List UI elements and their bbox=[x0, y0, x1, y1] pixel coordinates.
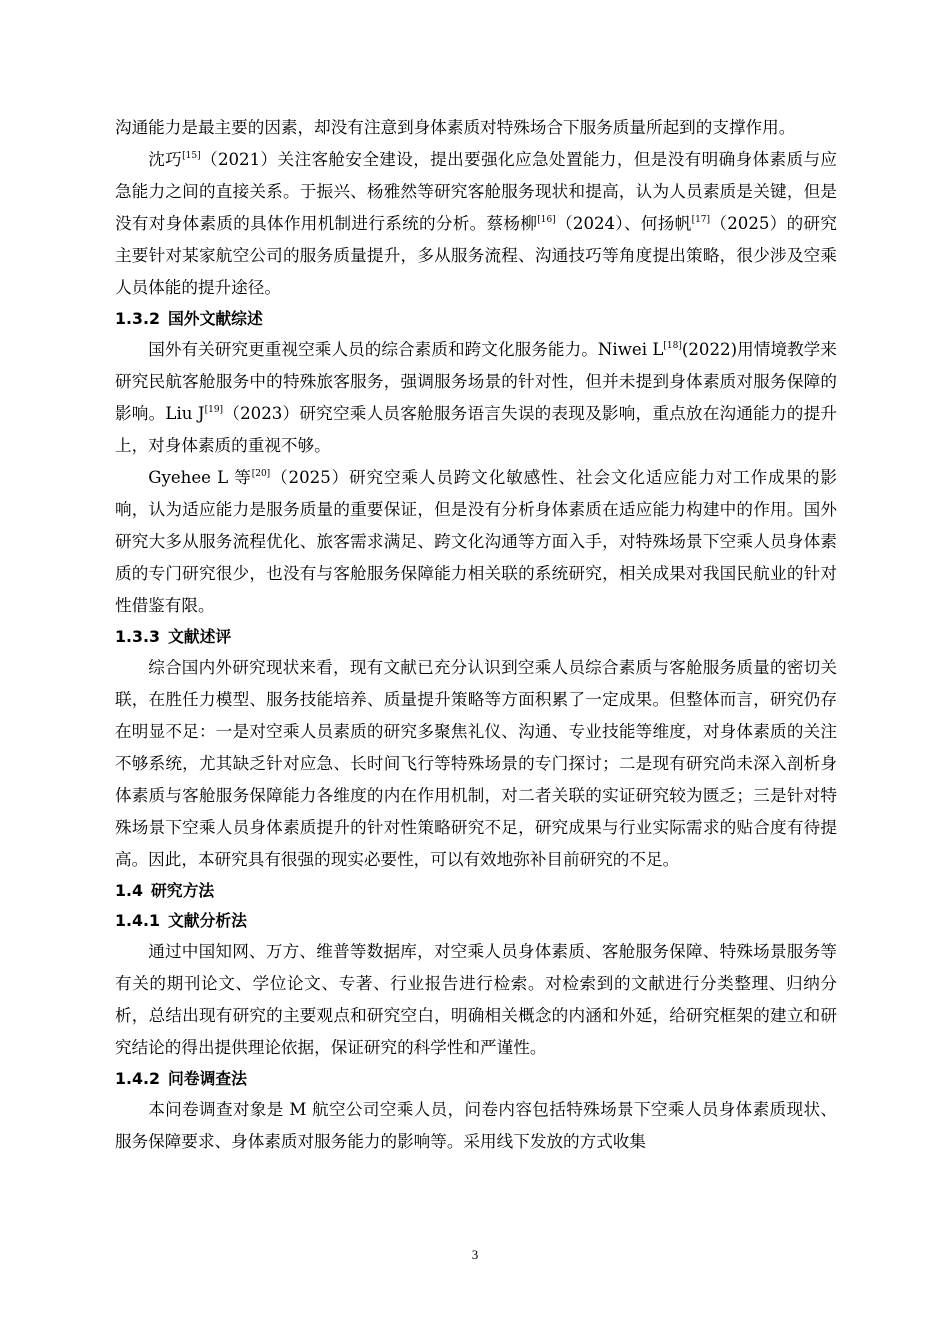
citation-ref: [18] bbox=[663, 341, 682, 351]
paragraph-domestic-review-cont bbox=[115, 144, 837, 304]
page-number: 3 bbox=[471, 1247, 479, 1262]
paragraph-questionnaire bbox=[115, 1094, 837, 1158]
citation-ref: [20] bbox=[251, 469, 271, 479]
paragraph-foreign-review-2 bbox=[115, 462, 837, 622]
section-number: 1.4 bbox=[115, 881, 143, 900]
paragraph-text: (2022)用情境教学来研究民航客舱服务中的特殊旅客服务，强调服务场景的针对性，但并未提到身体素质对服务保障的影响。Liu J bbox=[115, 340, 838, 423]
section-number: 1.4.1 bbox=[115, 911, 160, 930]
section-heading-1-3-3 bbox=[115, 622, 837, 652]
section-title: 国外文献综述 bbox=[167, 309, 263, 328]
paragraph-continued bbox=[115, 112, 837, 144]
paragraph-text: （2023）研究空乘人员客舱服务语言失误的表现及影响，重点放在沟通能力的提升上，对身体素质的重视不够。 bbox=[115, 404, 837, 455]
paragraph-foreign-review bbox=[115, 334, 837, 462]
paragraph-text: 综合国内外研究现状来看，现有文献已充分认识到空乘人员综合素质与客舱服务质量的密切关联，在胜任力模型、服务技能培养、质量提升策略等方面积累了一定成果。但整体而言，研究仍存在明显不足：一是对空乘人员素质的研究多聚焦礼仪、沟通、专业技能等维度，对身体素质的关注不够系统，尤其缺乏针对应急、长时间飞行等特殊场景的专门探讨；二是现有研究尚未深入剖析身体素质与客舱服务保障能力各维度的内在作用机制，对二者关联的实证研究较为匮乏；三是针对特殊场景下空乘人员身体素质提升的针对性策略研究不足，研究成果与行业实际需求的贴合度有待提高。因此，本研究具有很强的现实必要性，可以有效地弥补目前研究的不足。 bbox=[115, 658, 837, 869]
section-title: 问卷调查法 bbox=[167, 1069, 247, 1088]
section-title: 文献分析法 bbox=[167, 911, 247, 930]
paragraph-text: 通过中国知网、万方、维普等数据库，对空乘人员身体素质、客舱服务保障、特殊场景服务等有关的期刊论文、学位论文、专著、行业报告进行检索。对检索到的文献进行分类整理、归纳分析，总结出现有研究的主要观点和研究空白，明确相关概念的内涵和外延，给研究框架的建立和研究结论的得出提供理论依据，保证研究的科学性和严谨性。 bbox=[115, 942, 837, 1057]
citation-ref: [17] bbox=[691, 215, 711, 225]
paragraph-text: 本问卷调查对象是 M 航空公司空乘人员，问卷内容包括特殊场景下空乘人员身体素质现状、服务保障要求、身体素质对服务能力的影响等。采用线下发放的方式收集 bbox=[115, 1100, 837, 1151]
section-heading-1-3-2 bbox=[115, 304, 837, 334]
paragraph-text: （2024）、何扬帆 bbox=[555, 214, 692, 233]
paragraph-text: （2025）的研究主要针对某家航空公司的服务质量提升，多从服务流程、沟通技巧等角度提出策略，很少涉及空乘人员体能的提升途径。 bbox=[115, 214, 838, 297]
citation-ref: [16] bbox=[537, 215, 556, 225]
section-title: 文献述评 bbox=[167, 627, 232, 646]
section-heading-1-4-1 bbox=[115, 906, 837, 936]
citation-ref: [19] bbox=[204, 405, 224, 415]
document-page bbox=[115, 112, 837, 1158]
section-heading-1-4-2 bbox=[115, 1064, 837, 1094]
paragraph-text: （2021）关注客舱安全建设，提出要强化应急处置能力，但是没有明确身体素质与应急能力之间的直接关系。于振兴、杨雅然等研究客舱服务现状和提高，认为人员素质是关键，但是没有对身体素质的具体作用机制进行系统的分析。蔡杨柳 bbox=[115, 150, 837, 233]
section-heading-1-4 bbox=[115, 876, 837, 906]
paragraph-text: （2025）研究空乘人员跨文化敏感性、社会文化适应能力对工作成果的影响，认为适应能力是服务质量的重要保证，但是没有分析身体素质在适应能力构建中的作用。国外研究大多从服务流程优化、旅客需求满足、跨文化沟通等方面入手，对特殊场景下空乘人员身体素质的专门研究很少，也没有与客舱服务保障能力相关联的系统研究，相关成果对我国民航业的针对性借鉴有限。 bbox=[115, 468, 837, 615]
paragraph-text: 沈巧 bbox=[148, 150, 183, 169]
section-title: 研究方法 bbox=[150, 881, 215, 900]
section-number: 1.4.2 bbox=[115, 1069, 160, 1088]
paragraph-text: 沟通能力是最主要的因素，却没有注意到身体素质对特殊场合下服务质量所起到的支撑作用。 bbox=[115, 118, 796, 137]
section-number: 1.3.2 bbox=[115, 309, 160, 328]
paragraph-text: 国外有关研究更重视空乘人员的综合素质和跨文化服务能力。Niwei L bbox=[148, 340, 664, 359]
section-number: 1.3.3 bbox=[115, 627, 160, 646]
paragraph-text: Gyehee L 等 bbox=[148, 468, 252, 487]
paragraph-literature-analysis bbox=[115, 936, 837, 1064]
citation-ref: [15] bbox=[182, 151, 201, 161]
paragraph-literature-commentary bbox=[115, 652, 837, 876]
